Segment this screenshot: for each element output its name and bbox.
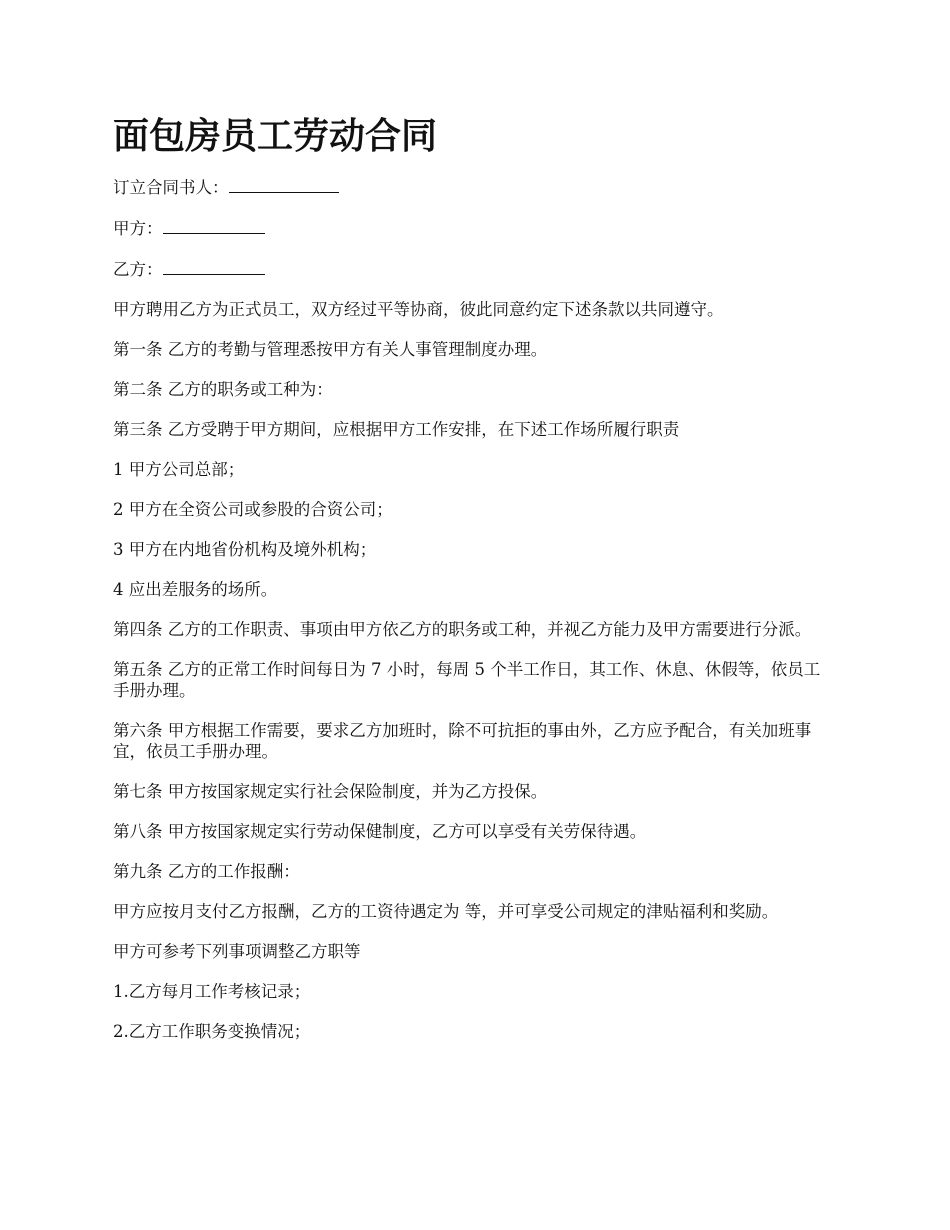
list-item-workplace-4: 4 应出差服务的场所。 (113, 580, 278, 599)
paragraph-adjustment: 甲方可参考下列事项调整乙方职等 (113, 942, 361, 961)
list-item-workplace-2: 2 甲方在全资公司或参股的合资公司； (113, 500, 393, 519)
paragraph-article-6: 第六条 甲方根据工作需要，要求乙方加班时，除不可抗拒的事由外，乙方应予配合，有关加班事宜，依员工手册办理。 (113, 721, 812, 761)
party-a-field (113, 217, 833, 239)
contract-signer-label: 订立合同书人： (113, 178, 229, 197)
paragraph-preamble: 甲方聘用乙方为正式员工，双方经过平等协商，彼此同意约定下述条款以共同遵守。 (113, 300, 724, 319)
list-item-workplace-3: 3 甲方在内地省份机构及境外机构； (113, 540, 377, 559)
paragraph-article-9: 第九条 乙方的工作报酬： (113, 862, 300, 881)
party-b-field (113, 258, 833, 280)
party-a-label: 甲方： (113, 219, 163, 238)
paragraph-article-3: 第三条 乙方受聘于甲方期间，应根据甲方工作安排，在下述工作场所履行职责 (113, 420, 680, 439)
paragraph-article-8: 第八条 甲方按国家规定实行劳动保健制度，乙方可以享受有关劳保待遇。 (113, 822, 647, 841)
paragraph-article-1: 第一条 乙方的考勤与管理悉按甲方有关人事管理制度办理。 (113, 340, 548, 359)
party-b-label: 乙方： (113, 260, 163, 279)
list-item-workplace-1: 1 甲方公司总部； (113, 460, 245, 479)
contract-signer-blank (229, 176, 339, 193)
paragraph-article-5: 第五条 乙方的正常工作时间每日为 7 小时，每周 5 个半工作日，其工作、休息、休假等，依员工手册办理。 (113, 660, 821, 700)
party-b-blank (163, 258, 265, 275)
contract-signer-field (113, 176, 833, 198)
paragraph-article-2: 第二条 乙方的职务或工种为： (113, 380, 333, 399)
party-a-blank (163, 217, 265, 234)
document-page (113, 112, 833, 1061)
list-item-adjustment-2: 2.乙方工作职务变换情况； (113, 1022, 311, 1041)
paragraph-article-7: 第七条 甲方按国家规定实行社会保险制度，并为乙方投保。 (113, 782, 548, 801)
paragraph-article-4: 第四条 乙方的工作职责、事项由甲方依乙方的职务或工种，并视乙方能力及甲方需要进行分派。 (113, 620, 812, 639)
document-title: 面包房员工劳动合同 (113, 115, 438, 157)
paragraph-salary: 甲方应按月支付乙方报酬，乙方的工资待遇定为 等，并可享受公司规定的津贴福利和奖励。 (113, 902, 779, 921)
list-item-adjustment-1: 1.乙方每月工作考核记录； (113, 982, 311, 1001)
